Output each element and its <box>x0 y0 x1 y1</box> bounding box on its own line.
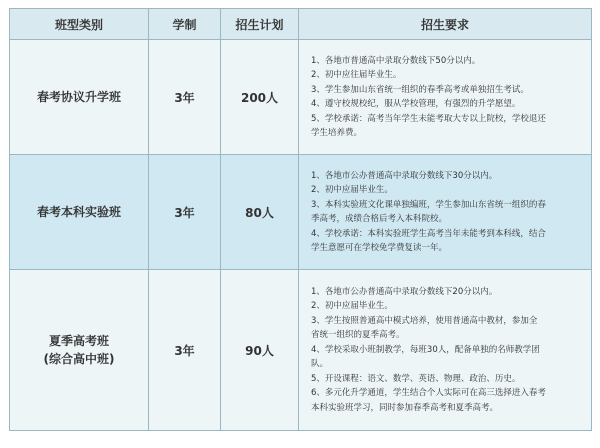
enrollment-plan-table <box>9 8 592 431</box>
quota-cell: 80人 <box>221 155 299 270</box>
class-type-name: 春考本科实验班 <box>36 205 121 219</box>
page-title-fragment <box>0 0 600 8</box>
table-row <box>10 40 592 155</box>
requirements-cell <box>299 155 592 270</box>
requirement-line: 学生培养费。 <box>311 128 363 138</box>
class-type-name: 夏季高考班 <box>48 334 109 348</box>
quota-cell: 200人 <box>221 40 299 155</box>
requirement-line: 4、学校采取小班制教学，每班30人，配备单独的名师教学团 <box>311 344 540 355</box>
requirement-line: 学生意愿可在学校免学费复读一年。 <box>311 243 448 253</box>
duration-cell: 3年 <box>149 155 221 270</box>
requirements-cell <box>299 40 592 155</box>
header-requirements: 招生要求 <box>299 9 592 40</box>
requirement-line: 季高考，成绩合格后考入本科院校。 <box>311 214 448 224</box>
requirement-line: 2、初中应往届毕业生。 <box>311 70 402 80</box>
requirement-line: 6、多元化升学通道，学生结合个人实际可在高三选择进入春考 <box>311 388 546 399</box>
requirement-line: 3、学生按照普通高中模式培养，使用普通高中教材，参加全 <box>311 315 538 326</box>
requirement-line: 3、学生参加山东省统一组织的春季高考或单独招生考试。 <box>311 84 529 95</box>
class-type-cell <box>10 270 149 431</box>
requirement-line: 1、各地市公办普通高中录取分数线下20分以内。 <box>311 286 498 297</box>
quota-cell: 90人 <box>221 270 299 431</box>
requirement-line: 2、初中应届毕业生。 <box>311 185 393 195</box>
table-row <box>10 155 592 270</box>
requirement-line: 省统一组织的夏季高考。 <box>311 330 405 341</box>
duration-cell: 3年 <box>149 40 221 155</box>
class-type-cell <box>10 155 149 270</box>
class-type-cell <box>10 40 149 155</box>
requirement-line: 2、初中应届毕业生。 <box>311 301 393 312</box>
requirement-line: 3、本科实验班文化课单独编班，学生参加山东省统一组织的春 <box>311 199 546 210</box>
duration-cell: 3年 <box>149 270 221 431</box>
requirement-line: 队。 <box>311 359 329 370</box>
requirement-line: 5、开设课程：语文、数学、英语、物理、政治、历史。 <box>311 373 521 384</box>
class-type-subname: (综合高中班) <box>43 352 115 366</box>
requirement-line: 4、学校承诺：本科实验班学生高考当年未能考到本科线，结合 <box>311 228 546 239</box>
table-header-row <box>10 9 592 40</box>
requirement-line: 1、各地市普通高中录取分数线下50分以内。 <box>311 55 481 66</box>
header-duration: 学制 <box>149 9 221 40</box>
requirements-cell <box>299 270 592 431</box>
requirement-line: 5、学校承诺：高考当年学生未能考取大专以上院校，学校退还 <box>311 113 546 124</box>
header-class-type: 班型类别 <box>10 9 149 40</box>
header-quota: 招生计划 <box>221 9 299 40</box>
requirement-line: 1、各地市公办普通高中录取分数线下30分以内。 <box>311 170 498 181</box>
requirement-line: 4、遵守校规校纪，服从学校管理，有强烈的升学愿望。 <box>311 99 521 109</box>
class-type-name: 春考协议升学班 <box>36 90 121 104</box>
table-row <box>10 270 592 431</box>
requirement-line: 本科实验班学习，同时参加春季高考和夏季高考。 <box>311 402 499 413</box>
